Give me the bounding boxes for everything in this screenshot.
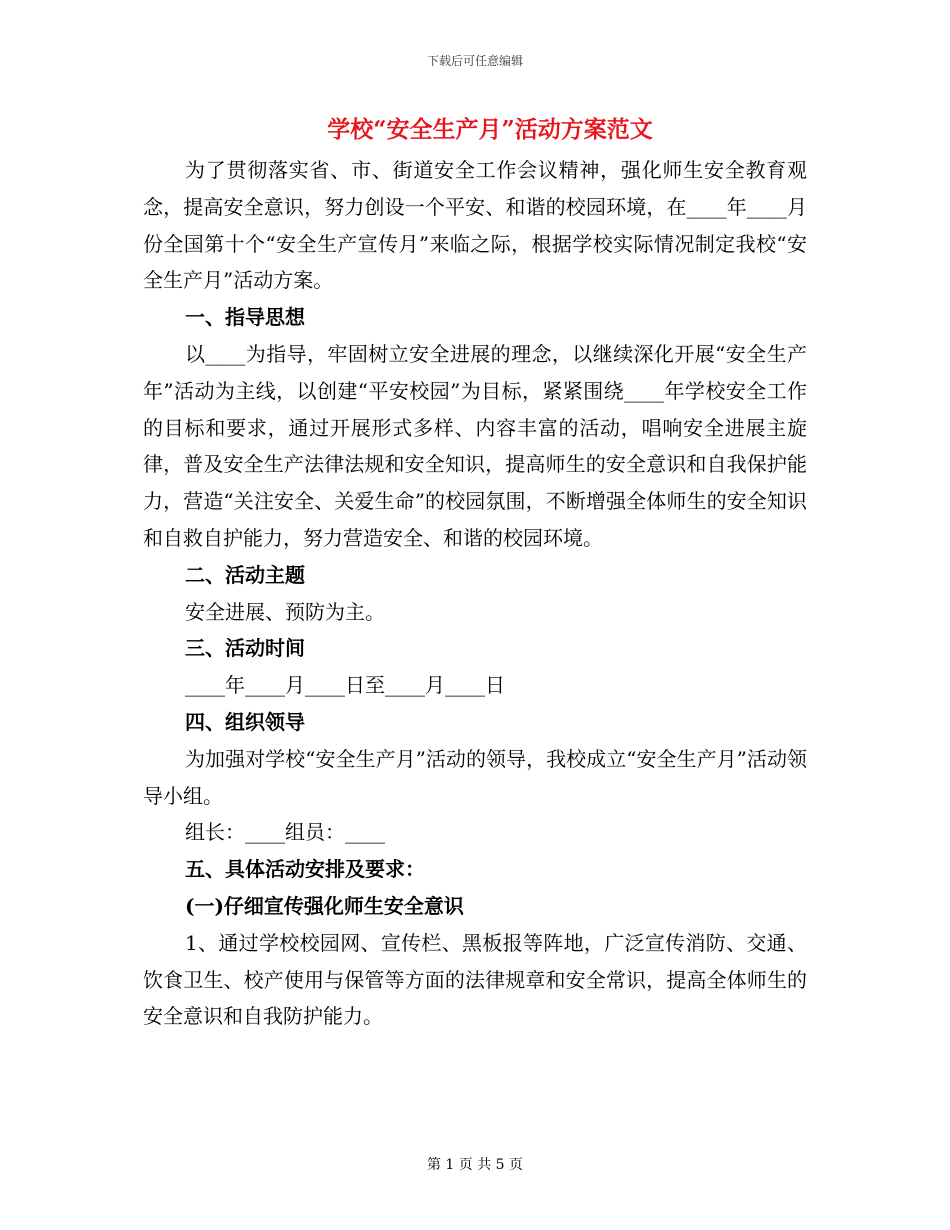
subsection-heading-publicity: (一)仔细宣传强化师生安全意识 [185,893,464,918]
section-heading-guiding-ideology: 一、指导思想 [185,305,305,330]
section-heading-activity-arrangements: 五、具体活动安排及要求： [185,857,425,882]
section-heading-activity-theme: 二、活动主题 [185,562,305,587]
section-body-activity-theme: 安全进展、预防为主。 [185,599,385,624]
section-extra-organization-members: 组长：____组员：____ [185,820,385,845]
document-body [143,152,807,1035]
intro-paragraph: 为了贯彻落实省、市、街道安全工作会议精神，强化师生安全教育观念，提高安全意识，努力创设一个平安、和谐的校园环境，在____年____月份全国第十个“安全生产宣传月”来临之际，根据学校实际情况制定我校“安全生产月”活动方案。 [143,158,807,293]
page-header: 下载后可任意编辑 [426,54,523,68]
document-title: 学校“安全生产月”活动方案范文 [327,116,653,143]
section-heading-activity-time: 三、活动时间 [185,636,305,661]
page-footer: 第 1 页 共 5 页 [426,1157,524,1173]
section-body-activity-time: ____年____月____日至____月____日 [185,673,505,698]
section-body-organization: 为加强对学校“安全生产月”活动的领导，我校成立“安全生产月”活动领导小组。 [143,746,807,808]
subsection-body-publicity: 1、通过学校校园网、宣传栏、黑板报等阵地，广泛宣传消防、交通、饮食卫生、校产使用与保管等方面的法律规章和安全常识，提高全体师生的安全意识和自我防护能力。 [143,930,807,1029]
section-body-guiding-ideology: 以____为指导，牢固树立安全进展的理念，以继续深化开展“安全生产年”活动为主线，以创建“平安校园”为目标，紧紧围绕____年学校安全工作的目标和要求，通过开展形式多样、内容丰富的活动，唱响安全进展主旋律，普及安全生产法律法规和安全知识，提高师生的安全意识和自我保护能力，营造“关注安全、关爱生命”的校园氛围，不断增强全体师生的安全知识和自救自护能力，努力营造安全、和谐的校园环境。 [143,341,807,550]
section-heading-organization: 四、组织领导 [185,709,305,734]
